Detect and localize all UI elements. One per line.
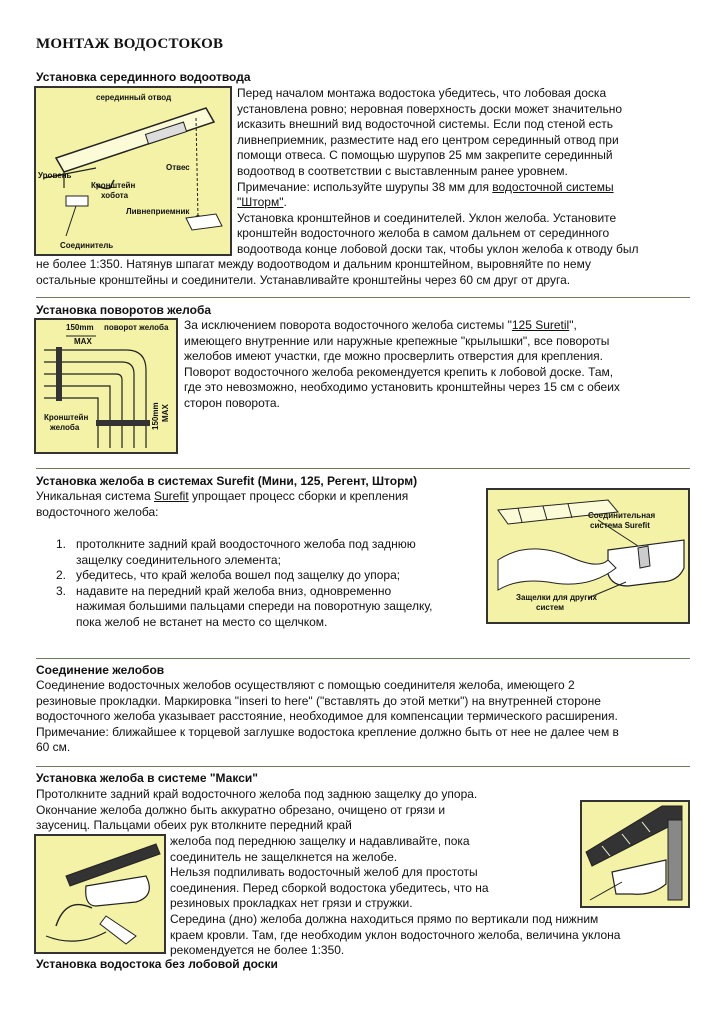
fig3-label-clips2: систем bbox=[536, 603, 564, 612]
s5-line: Окончание желоба должно быть аккуратно обрезано, очищено от грязи и bbox=[36, 802, 446, 817]
s5-line: резиновых прокладках нет грязи и стружки. bbox=[170, 896, 413, 911]
divider bbox=[36, 658, 690, 659]
s1-note-line2: "Шторм". bbox=[237, 195, 287, 210]
fig2-label-turn: поворот желоба bbox=[104, 323, 169, 332]
fig2-label-dim-side: 150mm bbox=[151, 402, 160, 430]
s2-line: желобов имеют участки, где можно просверлить отверстия для крепления. bbox=[184, 349, 604, 364]
s5-line: краем кровли. Там, где необходим уклон водосточного желоба, величина уклона bbox=[170, 927, 621, 942]
s1-line: помощи отвеса. С помощью шурупов 25 мм закрепите серединный bbox=[237, 148, 613, 163]
figure-center-outlet bbox=[34, 86, 232, 256]
figure-maxi-right bbox=[580, 800, 690, 908]
fig1-label-plumb: Отвес bbox=[166, 163, 190, 172]
fig1-label-inlet: Ливнеприемник bbox=[126, 207, 190, 216]
s4-line: Соединение водосточных желобов осуществляют с помощью соединителя желоба, имеющего 2 bbox=[36, 678, 575, 692]
s3-intro-line2: водосточного желоба: bbox=[36, 504, 159, 519]
section-heading-joining: Соединение желобов bbox=[36, 663, 165, 677]
s1-line: установлена ровно; неровная поверхность доски может значительно bbox=[237, 101, 623, 116]
fig1-label-center-outlet: серединный отвод bbox=[96, 93, 172, 102]
s1-text-block-wide bbox=[36, 257, 696, 288]
s5-line: Середина (дно) желоба должна находиться прямо по вертикали под нижним bbox=[170, 912, 599, 926]
link-gutter-system[interactable]: водосточной системы bbox=[492, 179, 614, 194]
fig3-label-connector: Соединительная bbox=[588, 511, 656, 520]
fig1-label-bracket: Кронштейн bbox=[91, 181, 136, 190]
s5-line: соединитель не защелкнется на желобе. bbox=[170, 849, 398, 864]
fig1-label-bracket2: хобота bbox=[101, 191, 129, 200]
s2-line: имеющего внутренние или наружные крепежные "крылышки", все повороты bbox=[184, 333, 610, 348]
list-item: 2. убедитесь, что край желоба вошел под защелку до упора; bbox=[56, 568, 401, 583]
fig2-label-bracket2: желоба bbox=[50, 423, 80, 432]
fig3-label-clips: Защелки для других bbox=[516, 593, 597, 602]
s2-text-block bbox=[184, 318, 690, 412]
s1-line: водоотвод в соответствии с выставленным ранее уровнем. bbox=[237, 163, 568, 178]
s1-line: водоотвода конце лобовой доски так, чтобы уклон желоба к отводу был bbox=[237, 241, 639, 256]
s1-note-line: Примечание: используйте шурупы 38 мм для водосточной системы bbox=[237, 179, 614, 194]
list-item: 3. надавите на передний край желоба вниз, одновременно нажимая большими пальцами спереди на поворотную защелку, пока желоб не встанет на место со щелчком. bbox=[56, 583, 433, 629]
s1-line: Установка кронштейнов и соединителей. Уклон желоба. Установите bbox=[237, 210, 617, 225]
s1-text-block bbox=[237, 86, 687, 258]
divider bbox=[36, 468, 690, 469]
link-storm[interactable]: "Шторм" bbox=[237, 195, 284, 210]
fig2-label-max-side: MAX bbox=[161, 404, 170, 422]
s2-line: сторон поворота. bbox=[184, 395, 280, 410]
figure-maxi-left bbox=[34, 834, 166, 954]
fig1-label-connector: Соединитель bbox=[60, 241, 114, 250]
s1-line: ливнеприемник, разместите над его центром серединный отвод при bbox=[237, 132, 619, 147]
link-125-suretil[interactable]: 125 Suretil bbox=[511, 318, 570, 332]
s3-intro-line1: Уникальная система Surefit упрощает процесс сборки и крепления bbox=[36, 489, 409, 503]
surefit-steps-list bbox=[56, 537, 486, 631]
divider bbox=[36, 297, 690, 298]
section-heading-gutter-turns: Установка поворотов желоба bbox=[36, 303, 212, 317]
fig2-label-dim-top: 150mm bbox=[66, 323, 94, 332]
fig1-label-level: Уровень bbox=[38, 171, 72, 180]
fig2-label-max-top: MAX bbox=[74, 337, 92, 346]
divider bbox=[36, 766, 690, 767]
section-heading-center-outlet: Установка серединного водоотвода bbox=[36, 70, 251, 84]
s4-line: водосточного желоба указывает расстояние, необходимое для компенсации термического расширения. bbox=[36, 709, 618, 724]
figure-surefit bbox=[486, 488, 690, 624]
section-heading-surefit: Установка желоба в системах Surefit (Мини, 125, Регент, Шторм) bbox=[36, 474, 418, 488]
s5-text-top bbox=[36, 787, 576, 834]
s4-line: 60 см. bbox=[36, 740, 71, 755]
list-item: 1. протолкните задний край воодосточного желоба под заднюю защелку соединительного элемента; bbox=[56, 537, 416, 567]
s5-text-bottom bbox=[170, 912, 690, 959]
s5-text-mid bbox=[170, 834, 580, 912]
s4-text-block bbox=[36, 678, 696, 756]
s5-line: желоба под переднюю защелку и надавливайте, пока bbox=[170, 834, 470, 848]
s2-line: Поворот водосточного желоба рекомендуется крепить к лобовой доске. Там, bbox=[184, 364, 614, 379]
s3-intro bbox=[36, 489, 486, 520]
s1-line: не более 1:350. Натянув шпагат между водоотводом и дальним кронштейном, выровняйте по нему bbox=[36, 257, 591, 271]
s5-line: заусениц. Пальцами обеих рук втолкните передний край bbox=[36, 818, 352, 833]
s2-line: где это невозможно, необходимо установить кронштейны через 15 см с обеих bbox=[184, 380, 620, 395]
s5-line: соединения. Перед сборкой водостока убедитесь, что на bbox=[170, 880, 489, 895]
s4-line: резиновые прокладки. Маркировка "inseri to here" ("вставлять до этой метки") на внутренней стороне bbox=[36, 693, 601, 708]
figure-gutter-turn bbox=[34, 318, 178, 454]
s1-line: кронштейн водосточного желоба в самом дальнем от серединного bbox=[237, 226, 610, 241]
section-heading-no-fascia: Установка водостока без лобовой доски bbox=[36, 957, 278, 971]
s1-line: исказить внешний вид водосточной системы. Если под стеной есть bbox=[237, 117, 614, 132]
s5-line: рекомендуется не более 1:350. bbox=[170, 943, 345, 958]
s4-line: Примечание: ближайшее к торцевой заглушке водостока крепление должно быть от нее не далее чем в bbox=[36, 724, 619, 739]
fig2-label-bracket: Кронштейн bbox=[44, 413, 89, 422]
s2-line1: За исключением поворота водосточного желоба системы "125 Suretil", bbox=[184, 318, 577, 332]
link-surefit[interactable]: Surefit bbox=[153, 489, 189, 503]
s1-line: Перед началом монтажа водостока убедитесь, что лобовая доска bbox=[237, 86, 607, 100]
section-heading-maxi: Установка желоба в системе "Макси" bbox=[36, 771, 258, 785]
s1-line: остальные кронштейны и соединители. Устанавливайте кронштейны через 60 см друг от друга. bbox=[36, 272, 571, 287]
fig3-label-connector2: система Surefit bbox=[590, 521, 650, 530]
s5-line: Протолкните задний край водосточного желоба под заднюю защелку до упора. bbox=[36, 787, 478, 801]
s5-line: Нельзя подпиливать водосточный желоб для простоты bbox=[170, 865, 478, 880]
document-title: МОНТАЖ ВОДОСТОКОВ bbox=[36, 36, 224, 52]
